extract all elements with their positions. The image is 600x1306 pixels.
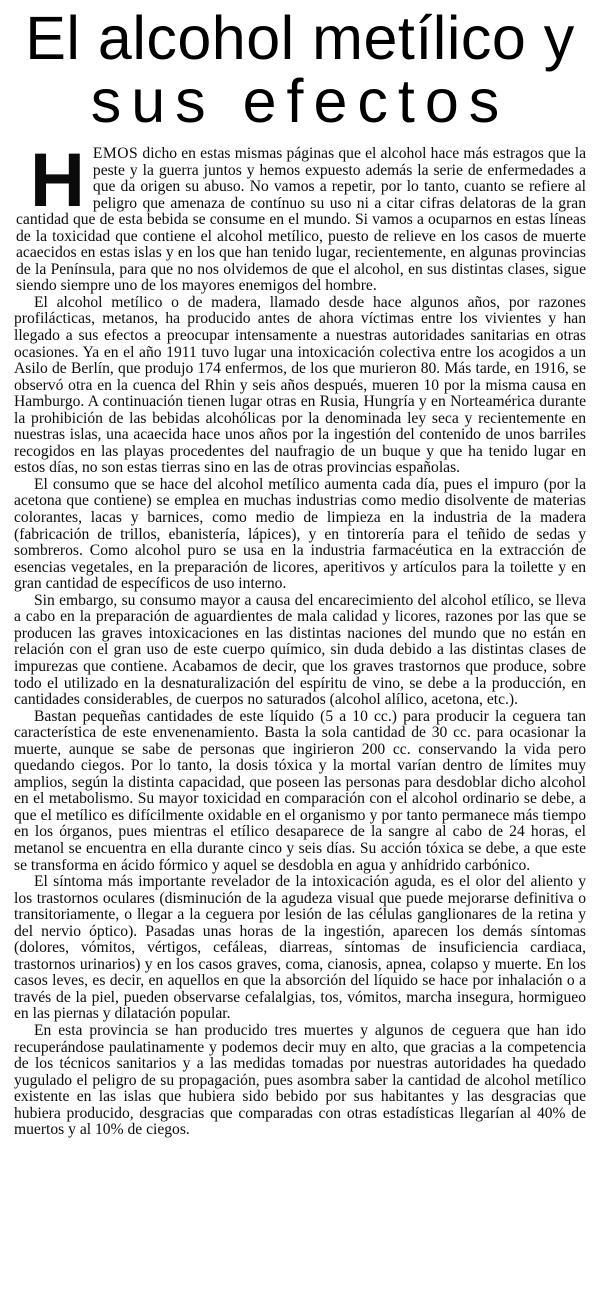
article-paragraph-7: En esta provincia se han producido tres muertes y algunos de ceguera que han ido recuperándose paulatinamente y podemos decir muy en alto, que gracias a la competencia de los técnicos sanitarios y a las medidas tomadas por nuestras autoridades ha quedado yugulado el peligro de su propagación, pues asombra saber la cantidad de alcohol metílico existente en las islas que hubiera sido bebido por sus habitantes y las desgracias que hubiera producido, desgracias que comparadas con otras estadísticas llegarían al 40% de muertos y al 10% de ciegos.	[14, 1021, 586, 1139]
lead-small-caps: EMOS	[92, 145, 139, 162]
article-paragraph-5: Bastan pequeñas cantidades de este líquido (5 a 10 cc.) para producir la ceguera tan característica de este envenenamiento. Basta la sola cantidad de 30 cc. para ocasionar la muerte, aunque se sabe de personas que ingirieron 200 cc. conservando la vida pero quedando ciegos. Por lo tanto, la dosis tóxica y la mortal varían dentro de límites muy amplios, según la distinta capacidad, que poseen las personas para desdoblar dicho alcohol en el metabolismo. Su mayor toxicidad en comparación con el alcohol ordinario se debe, a que el metílico es difícilmente oxidable en el organismo y por tanto permanece más tiempo en los órganos, pues mientras el etílico desaparece de la sangre al cabo de 24 horas, el metanol se encuentra en ella durante cinco y seis días. Su acción tóxica se debe, a que este se transforma en ácido fórmico y aquel se desdobla en agua y anhídrido carbónico.	[14, 707, 586, 874]
article-headline	[14, 4, 586, 135]
article-paragraph-1	[14, 138, 586, 295]
article-paragraph-6: El síntoma más importante revelador de la intoxicación aguda, es el olor del aliento y los trastornos oculares (disminución de la agudeza visual que puede mejorarse definitiva o transitoriamente, o llegar a la ceguera por lesión de las células ganglionares de la retina y del nervio óptico). Pasadas unas horas de la ingestión, aparecen los demás síntomas (dolores, vómitos, vértigos, cefáleas, diarreas, síntomas de insuficiencia cardiaca, trastornos urinarios) y en los casos graves, coma, cianosis, apnea, colapso y muerte. En los casos leves, es decir, en aquellos en que la absorción del líquido se hace por inhalación o a través de la piel, pueden observarse cefalalgias, tos, vómitos, marcha insegura, hormigueo en las piernas y dilatación popular.	[14, 873, 586, 1023]
drop-cap: H	[30, 138, 85, 223]
paragraph-text: dicho en estas mismas páginas que el alcohol hace más estragos que la peste y la guerra juntos y hemos expuesto además la serie de enfermedades a que da origen su abuso. No vamos a repetir, por lo tanto, cuanto se refiere al peligro que amenaza de contínuo su uso ni a citar cifras delatoras de la gran cantidad que de esta bebida se consume en el mundo. Si vamos a ocuparnos en estas líneas de la toxicidad que contiene el alcohol metílico, puesto de relieve en los casos de muerte acaecidos en estas islas y en los que han tenido lugar, recientemente, en algunas provincias de la Península, para que no nos olvidemos de que el alcohol, en sus distintas clases, sigue siendo siempre uno de los mayores enemigos del hombre.	[16, 145, 586, 295]
article-body	[14, 138, 586, 1139]
article-paragraph-2: El alcohol metílico o de madera, llamado desde hace algunos años, por razones profilácticas, metanos, ha producido antes de ahora víctimas entre los vivientes y han llegado a sus efectos a preocupar intensamente a nuestras autoridades sanitarias en otras ocasiones. Ya en el año 1911 tuvo lugar una intoxicación colectiva entre los acogidos a un Asilo de Berlín, que produjo 174 enfermos, de los que murieron 80. Más tarde, en 1916, se observó otra en la cuenca del Rhin y seis años después, mueren 10 por la misma causa en Hamburgo. A continuación tienen lugar otras en Rusia, Hungría y en Norteamérica durante la prohibición de las bebidas alcohólicas por la denominada ley seca y recientemente en nuestras islas, una acaecida hace unos años por la ingestión del contenido de unos barriles recogidos en las playas procedentes del naufragio de un buque y que ha tenido lugar en estos días, no son estas tierras sino en las de otras provincias españolas.	[14, 293, 586, 477]
headline-line-1: El alcohol metílico y	[25, 4, 575, 72]
headline-line-2: sus efectos	[90, 67, 510, 135]
article-paragraph-3: El consumo que se hace del alcohol metílico aumenta cada día, pues el impuro (por la acetona que contiene) se emplea en muchas industrias como medio disolvente de materias colorantes, lacas y barnices, como medio de limpieza en la industria de la madera (fabricación de trillos, ebanistería, lápices), y en tintorería para el teñido de sedas y sombreros. Como alcohol puro se usa en la industria farmacéutica en la extracción de esencias vegetales, en la preparación de licores, aperitivos y artículos para la toilette y en gran cantidad de específicos de uso interno.	[14, 475, 586, 593]
article-paragraph-4: Sin embargo, su consumo mayor a causa del encarecimiento del alcohol etílico, se lleva a cabo en la preparación de aguardientes de mala calidad y licores, razones por las que se producen las graves intoxicaciones en las distintas naciones del mundo que no están en relación con el gran uso de este cuerpo químico, sin duda debido a las distintas clases de impurezas que contiene. Acabamos de decir, que los graves trastornos que produce, sobre todo el utilizado en la desnaturalización del espíritu de vino, se debe a la producción, en cantidades considerables, de cuerpos no saturados (alcohol alílico, acetona, etc.).	[14, 591, 586, 709]
